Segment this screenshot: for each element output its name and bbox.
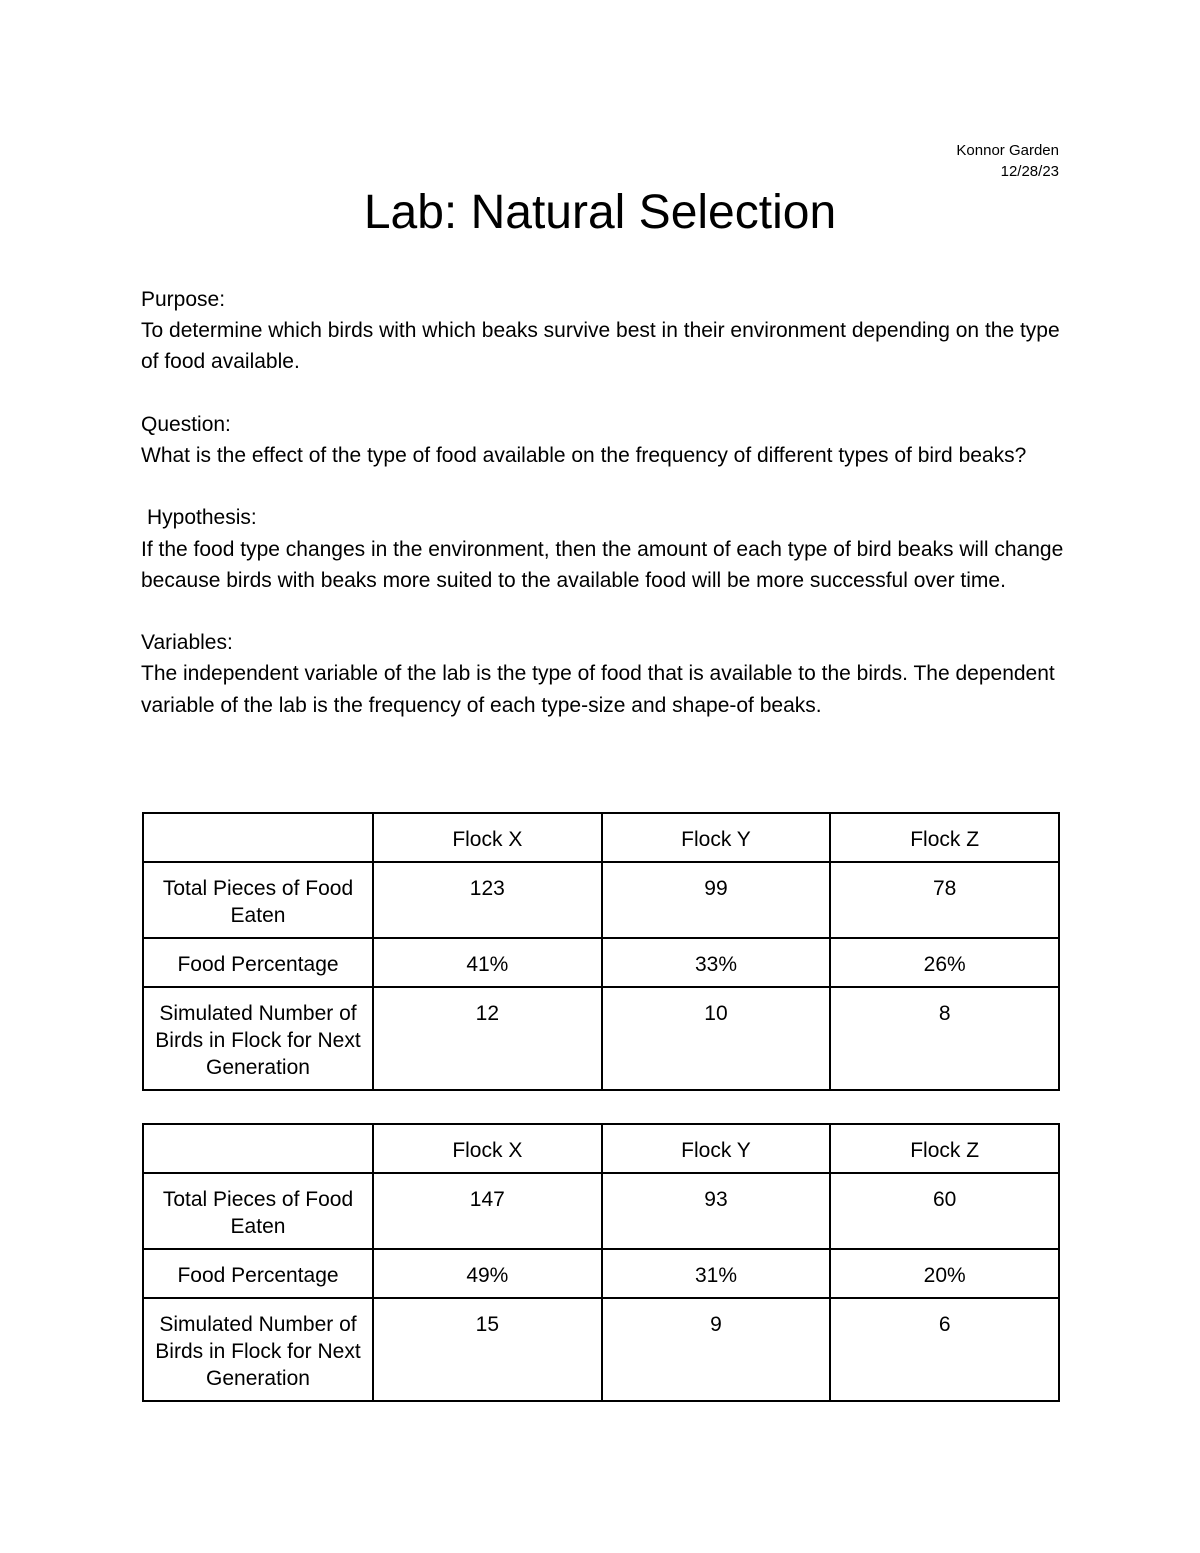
table-row — [143, 862, 1059, 938]
column-header-flock-y: Flock Y — [602, 813, 831, 862]
page-title: Lab: Natural Selection — [363, 186, 837, 239]
table-row — [143, 1249, 1059, 1298]
table-row — [143, 1173, 1059, 1249]
report-body — [141, 284, 1071, 752]
table-cell: 31% — [602, 1249, 831, 1298]
table-cell: 60 — [830, 1173, 1059, 1249]
question-section — [141, 409, 1071, 471]
table-cell: 99 — [602, 862, 831, 938]
hypothesis-text: If the food type changes in the environment, then the amount of each type of bird beaks will change because birds with beaks more suited to the available food will be more successful over time. — [141, 537, 1064, 592]
table-row — [143, 987, 1059, 1090]
purpose-section — [141, 284, 1071, 378]
table-cell: 9 — [602, 1298, 831, 1401]
hypothesis-heading: Hypothesis: — [147, 506, 257, 530]
table-cell: 26% — [830, 938, 1059, 987]
table-row — [143, 938, 1059, 987]
row-label: Simulated Number of Birds in Flock for Next Generation — [143, 1298, 373, 1401]
purpose-text: To determine which birds with which beaks survive best in their environment depending on the type of food available. — [141, 319, 1060, 374]
results-table-2 — [142, 1123, 1060, 1402]
table-cell: 15 — [373, 1298, 602, 1401]
question-heading: Question: — [141, 412, 231, 436]
table-row — [143, 1298, 1059, 1401]
table-cell: 10 — [602, 987, 831, 1090]
table-cell: 33% — [602, 938, 831, 987]
table-cell: 147 — [373, 1173, 602, 1249]
table-cell: 6 — [830, 1298, 1059, 1401]
author-block — [956, 140, 1059, 182]
results-table-1 — [142, 812, 1060, 1091]
table-header-row — [143, 1124, 1059, 1173]
table-cell: 78 — [830, 862, 1059, 938]
row-label: Food Percentage — [143, 938, 373, 987]
table-cell: 12 — [373, 987, 602, 1090]
author-name: Konnor Garden — [956, 142, 1059, 159]
column-header-flock-z: Flock Z — [830, 1124, 1059, 1173]
table-corner-cell — [143, 1124, 373, 1173]
column-header-flock-y: Flock Y — [602, 1124, 831, 1173]
table-cell: 123 — [373, 862, 602, 938]
table-cell: 41% — [373, 938, 602, 987]
table-cell: 49% — [373, 1249, 602, 1298]
row-label: Food Percentage — [143, 1249, 373, 1298]
table-cell: 93 — [602, 1173, 831, 1249]
table-corner-cell — [143, 813, 373, 862]
row-label: Total Pieces of Food Eaten — [143, 1173, 373, 1249]
table-header-row — [143, 813, 1059, 862]
row-label: Simulated Number of Birds in Flock for Next Generation — [143, 987, 373, 1090]
row-label: Total Pieces of Food Eaten — [143, 862, 373, 938]
column-header-flock-z: Flock Z — [830, 813, 1059, 862]
column-header-flock-x: Flock X — [373, 813, 602, 862]
purpose-heading: Purpose: — [141, 288, 226, 311]
variables-section — [141, 627, 1071, 721]
variables-text: The independent variable of the lab is the type of food that is available to the birds. The dependent variable of the lab is the frequency of each type-size and shape-of beaks. — [141, 662, 1055, 717]
hypothesis-section — [141, 502, 1071, 596]
report-date: 12/28/23 — [1000, 163, 1059, 180]
question-text: What is the effect of the type of food available on the frequency of different types of bird beaks? — [141, 444, 1027, 467]
table-cell: 20% — [830, 1249, 1059, 1298]
column-header-flock-x: Flock X — [373, 1124, 602, 1173]
table-cell: 8 — [830, 987, 1059, 1090]
variables-heading: Variables: — [141, 631, 233, 655]
